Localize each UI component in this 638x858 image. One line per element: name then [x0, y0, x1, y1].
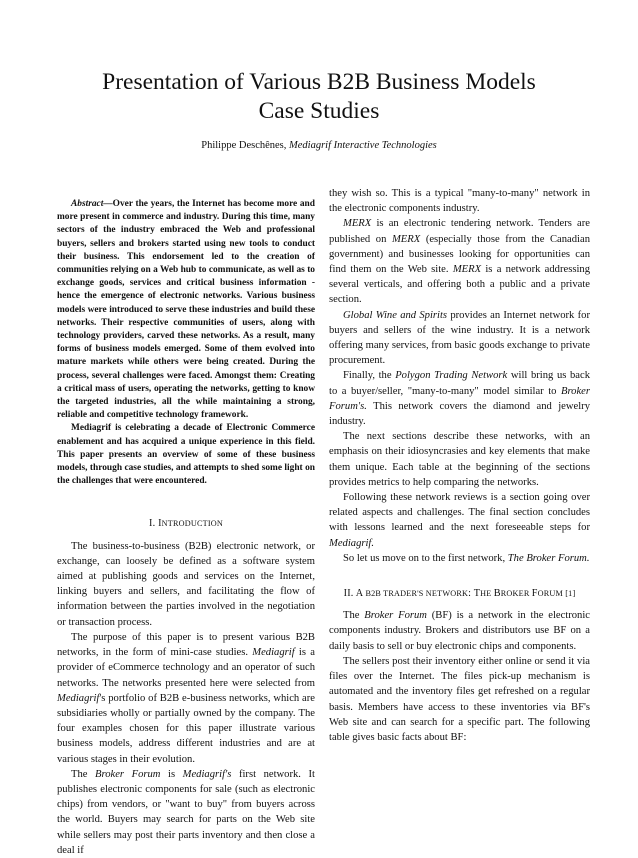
abstract-lead: Abstract [71, 199, 104, 209]
heading-rest: NTRODUCTION [161, 519, 223, 529]
polygon-paragraph [329, 368, 590, 429]
text-run-italic: Broker Forum [364, 610, 427, 622]
section-heading-introduction [57, 516, 315, 531]
text-run-italic: Broker Forum's. [329, 385, 590, 412]
following-paragraph [329, 490, 590, 551]
text-run: (especially those from the Canadian government) and businesses looking for opportunities can find them on the Web site. [329, 233, 590, 276]
intro-paragraph-1: The business-to-business (B2B) electronic network, or exchange, can loosely be defined as a software system aimed at publishing goods and services on the Internet, linking buyers and sellers, and facilitating the flow of information between the parties involved in the negotiation or transaction process. [57, 540, 315, 628]
title-line-1: Presentation of Various B2B Business Models [102, 69, 536, 95]
right-column [329, 186, 590, 745]
heading-part: ORUM [1] [537, 589, 576, 599]
heading-part: ROKER [500, 589, 532, 599]
text-run-italic: MERX [391, 233, 421, 245]
abstract-paragraph-1 [57, 198, 315, 422]
text-run: This network covers the diamond and jewelry industry. [329, 400, 590, 428]
text-run: Following these network reviews is a section going over related aspects and challenges. The final section concludes with lessons learned and the next foreseeable steps for [329, 492, 590, 534]
section-numeral: I. [148, 518, 159, 530]
intro-paragraph-2 [57, 630, 315, 767]
text-run-italic: Mediagrif. [329, 537, 375, 549]
text-run: is [160, 768, 183, 780]
text-run-italic: Polygon Trading Network [395, 370, 508, 382]
heading-part: HE [480, 589, 494, 599]
next-sections-paragraph: The next sections describe these networks, with an emphasis on their idiosyncrasies and key elements that make them unique. Each table at the beginning of the sections provides metrics to help comparing the networks. [329, 431, 590, 488]
text-run-italic: Mediagrif [252, 647, 295, 659]
heading-part: : T [468, 588, 481, 600]
text-run-italic: MERX [452, 264, 482, 276]
abstract [57, 198, 315, 488]
text-run: (BF) is a network in the electronic components industry. Brokers and distributors use BF on a daily basis to sell or buy electronic chips and components. [329, 610, 590, 652]
right-paragraph-0: they wish so. This is a typical "many-to-many" network in the electronic components industry. [329, 188, 590, 215]
merx-paragraph [329, 216, 590, 307]
gws-paragraph [329, 308, 590, 369]
title-line-2: Case Studies [258, 98, 380, 124]
text-run: will bring us back to a buyer/seller, "many-to-many" model similar to [329, 370, 591, 397]
abstract-paragraph-2: Mediagrif is celebrating a decade of Electronic Commerce enablement and has acquired a unique experience in this field. This paper presents an overview of some of these business models, through case studies, and attempts to shed some light on the challenges that were encountered. [57, 423, 315, 487]
abstract-text-1: —Over the years, the Internet has become more and more present in commerce and industry. During this time, many sectors of the industry embraced the Web and professional buyers, sellers and brokers started using new tools to conduct their business. This endorsement led to the creation of communities relying on a Web hub to communicate, as well as to exchange goods, services and critical business information - hence the emergence of electronic networks. Various business models were introduced to serve these industries and build these networks. Their respective communities of users, along with technology providers, carved these networks. As a result, many forms of business models emerged. Some of them evolved into mature markets while others were being created. During the process, several challenges were faced. Amongst them: Creating a critical mass of users, operating the networks, getting to know the targeted industries, all the while maintaining a strong, reliable and competitive technology framework. [57, 199, 315, 421]
section-heading-broker-forum [329, 586, 590, 601]
bf-paragraph-2: The sellers post their inventory either online or send it via files over the Internet. The files pick-up mechanism is automated and the inventory files get refreshed on a regular basis. Members have access to these inventories via BF's Web site and can search for a specific part. The following table gives basic facts about BF: [329, 655, 590, 743]
heading-part: II. A [343, 588, 366, 600]
text-run: first network. It publishes electronic components for sale (such as electronic chips) from vendors, or "want to buy" from buyers across the world. Buyers may search for parts on the Web site while sellers may post their parts inventory and then close a deal if [57, 768, 315, 856]
text-run: The [343, 610, 365, 622]
text-run: The purpose of this paper is to present various B2B networks, in the form of mini-case studies. [57, 631, 315, 659]
text-run-italic: The Broker Forum. [507, 552, 590, 564]
text-run: is an electronic tendering network. Tenders are published on [329, 218, 590, 245]
intro-paragraph-3 [57, 767, 315, 858]
text-run-italic: Mediagrif's [182, 768, 232, 780]
heading-part: F [531, 588, 538, 600]
move-on-paragraph [329, 551, 590, 566]
text-run: Finally, the [343, 370, 396, 382]
paper-title [0, 68, 638, 126]
bf-paragraph-1 [329, 608, 590, 654]
heading-initial: I [158, 518, 162, 530]
author-name: Philippe Deschênes, [201, 140, 290, 151]
text-run: The [71, 768, 96, 780]
left-column [57, 198, 315, 858]
text-run: is a provider of eCommerce technology and an operator of such networks. The networks presented here were selected from [57, 647, 315, 689]
text-run-italic: MERX [343, 218, 372, 230]
text-run-italic: Global Wine and Spirits [343, 309, 448, 321]
author-line [0, 140, 638, 151]
text-run: 's portfolio of B2B e-business networks, which are subsidiaries wholly or partially owned by the company. The four examples chosen for this paper illustrate various business models, address different industries and are at various stages in their evolution. [57, 692, 315, 765]
text-run: provides an Internet network for buyers and sellers of the wine industry. It is a network offering many services, from basic goods exchange to private procurement. [329, 309, 590, 367]
author-affiliation: Mediagrif Interactive Technologies [289, 140, 437, 151]
text-run: is a network addressing several verticals, and offering both a public and a private section. [329, 264, 590, 306]
text-run-italic: Mediagrif [57, 692, 100, 704]
heading-part: B2B TRADER'S NETWORK [365, 589, 469, 599]
heading-part: B [493, 588, 501, 600]
text-run: So let us move on to the first network, [343, 552, 508, 564]
text-run-italic: Broker Forum [95, 768, 161, 780]
